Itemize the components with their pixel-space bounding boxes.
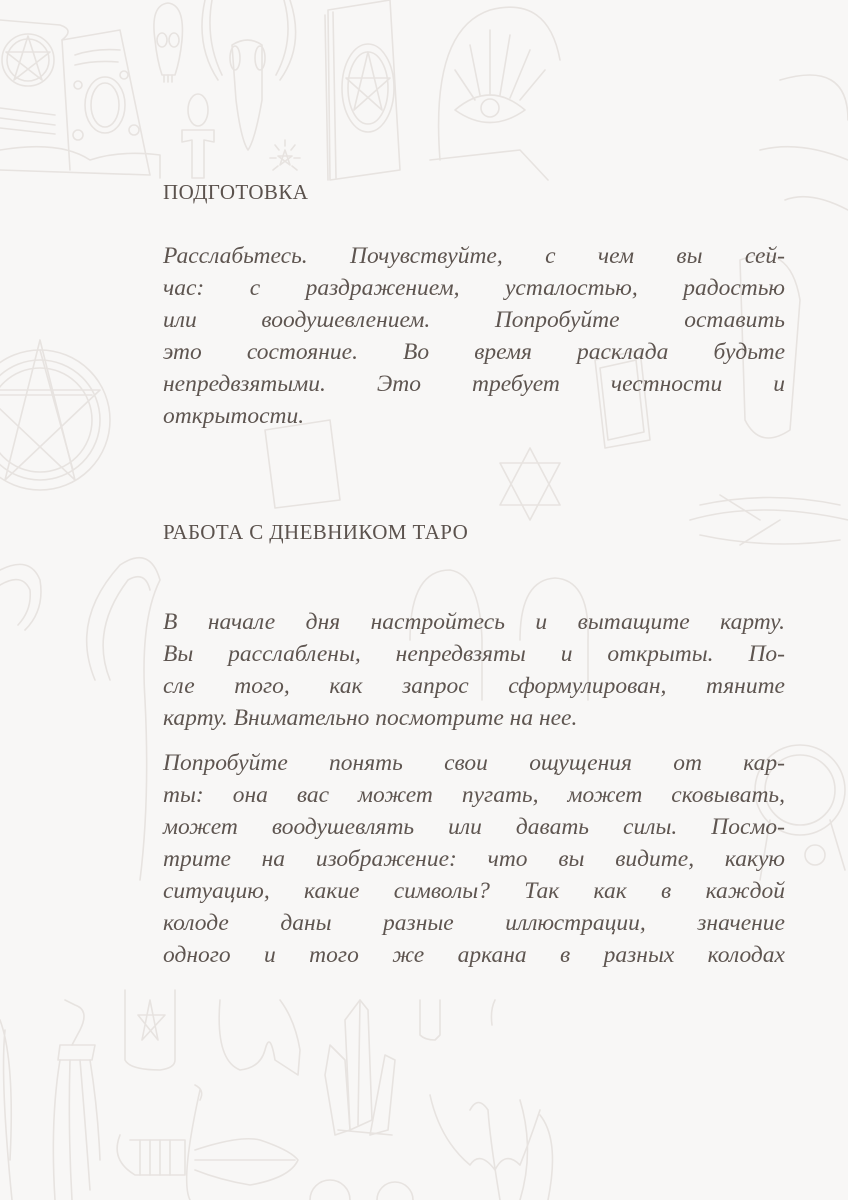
paragraph-line: непредвзятыми. Это требует честности и xyxy=(163,371,785,397)
section-heading-preparation: ПОДГОТОВКА xyxy=(163,180,309,204)
paragraph-line: Расслабьтесь. Почувствуйте, с чем вы сей- xyxy=(163,243,785,269)
paragraph-line: сле того, как запрос сформулирован, тяните xyxy=(163,673,785,699)
paragraph-line: ситуацию, какие символы? Так как в каждой xyxy=(163,878,785,904)
paragraph-line: открытости. xyxy=(163,403,305,429)
paragraph-line: час: с раздражением, усталостью, радостью xyxy=(163,275,785,301)
paragraph-line: Попробуйте понять свои ощущения от кар- xyxy=(163,750,785,776)
paragraph-line: это состояние. Во время расклада будьте xyxy=(163,339,785,365)
paragraph-line: В начале дня настройтесь и вытащите карту. xyxy=(163,609,785,635)
paragraph-line: карту. Внимательно посмотрите на нее. xyxy=(163,705,578,731)
paragraph-line: может воодушевлять или давать силы. Посмо- xyxy=(163,814,785,840)
paragraph-line: трите на изображение: что вы видите, какую xyxy=(163,846,785,872)
paragraph-line: или воодушевлением. Попробуйте оставить xyxy=(163,307,785,333)
paragraph-tarot-diary-1 xyxy=(163,606,785,734)
paragraph-line: одного и того же аркана в разных колодах xyxy=(163,942,785,968)
paragraph-line: Вы расслаблены, непредвзяты и открыты. По- xyxy=(163,641,785,667)
section-heading-tarot-diary: РАБОТА С ДНЕВНИКОМ ТАРО xyxy=(163,520,469,544)
paragraph-line: ты: она вас может пугать, может сковывать, xyxy=(163,782,785,808)
paragraph-preparation xyxy=(163,240,785,432)
paragraph-line: колоде даны разные иллюстрации, значение xyxy=(163,910,785,936)
paragraph-tarot-diary-2 xyxy=(163,747,785,971)
